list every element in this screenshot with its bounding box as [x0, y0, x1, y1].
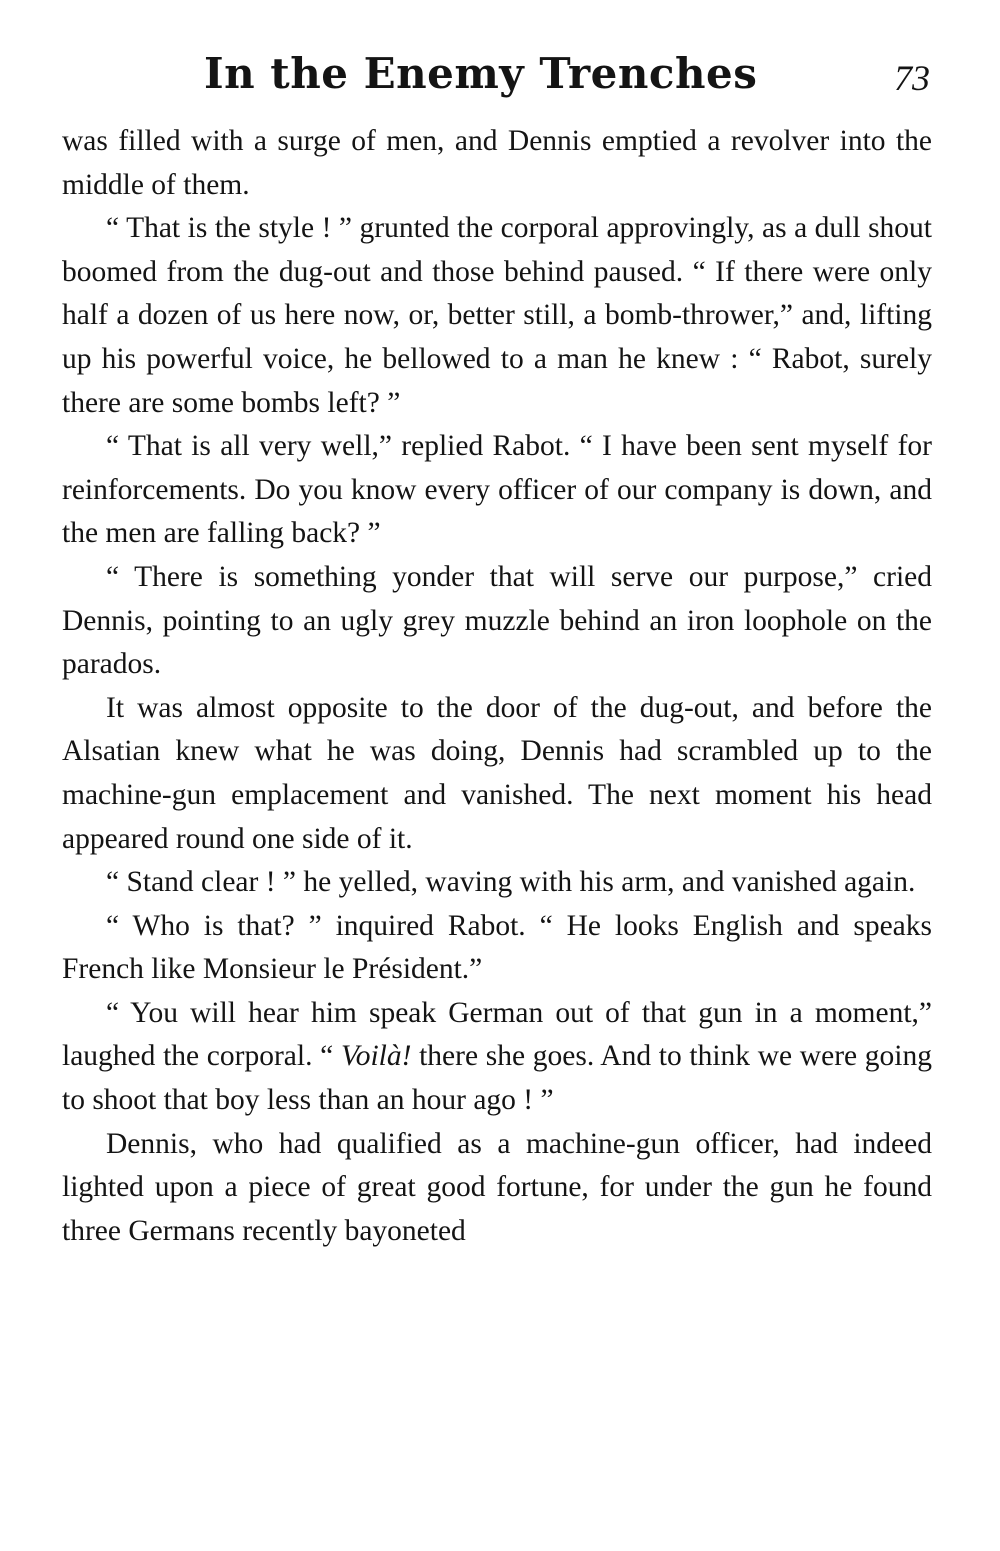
paragraph: “ Stand clear ! ” he yelled, waving with his arm, and vanished again. [106, 866, 916, 899]
page-number: 73 [894, 58, 930, 98]
paragraph: “ That is the style ! ” grunted the corporal approvingly, as a dull shout boomed from the dug-out and those behind paused. “ If there were only half a dozen of us here now, or, better still, a bomb-thrower,” and, lifting up his powerful voice, he bellowed to a man he knew : “ Rabot, surely there are some bombs left? ” [62, 212, 932, 419]
paragraph: Dennis, who had qualified as a machine-gun officer, had indeed lighted upon a piece of great good fortune, for under the gun he found three Germans recently bayoneted [62, 1127, 932, 1247]
paragraph: “ There is something yonder that will serve our purpose,” cried Dennis, pointing to an ugly grey muzzle behind an iron loophole on the parados. [62, 560, 932, 681]
paragraph-text: “ You will hear him speak German out of that gun in a moment,” laughed the corporal. “ [62, 996, 932, 1073]
paragraph: It was almost opposite to the door of the dug-out, and before the Alsatian knew what he was doing, Dennis had scrambled up to the machine-gun emplacement and vanished. The next moment his head appeared round one side of it. [62, 691, 932, 855]
page-header [62, 48, 932, 110]
paragraph: was filled with a surge of men, and Dennis emptied a revolver into the middle of them. [62, 125, 932, 201]
book-page [62, 48, 932, 1253]
paragraph-text: there she goes. And to think we were going to shoot that boy less than an hour ago ! ” [62, 1040, 933, 1117]
paragraph [62, 992, 932, 1123]
paragraph: “ That is all very well,” replied Rabot. “ I have been sent myself for reinforcements. Do you know every officer of our company is down, and the men are falling back? ” [62, 430, 932, 550]
italic-phrase: Voilà! [340, 1040, 412, 1073]
body-text [62, 120, 932, 1253]
paragraph: “ Who is that? ” inquired Rabot. “ He looks English and speaks French like Monsieur le Président.” [62, 909, 932, 986]
running-title: In the Enemy Trenches [204, 49, 758, 98]
